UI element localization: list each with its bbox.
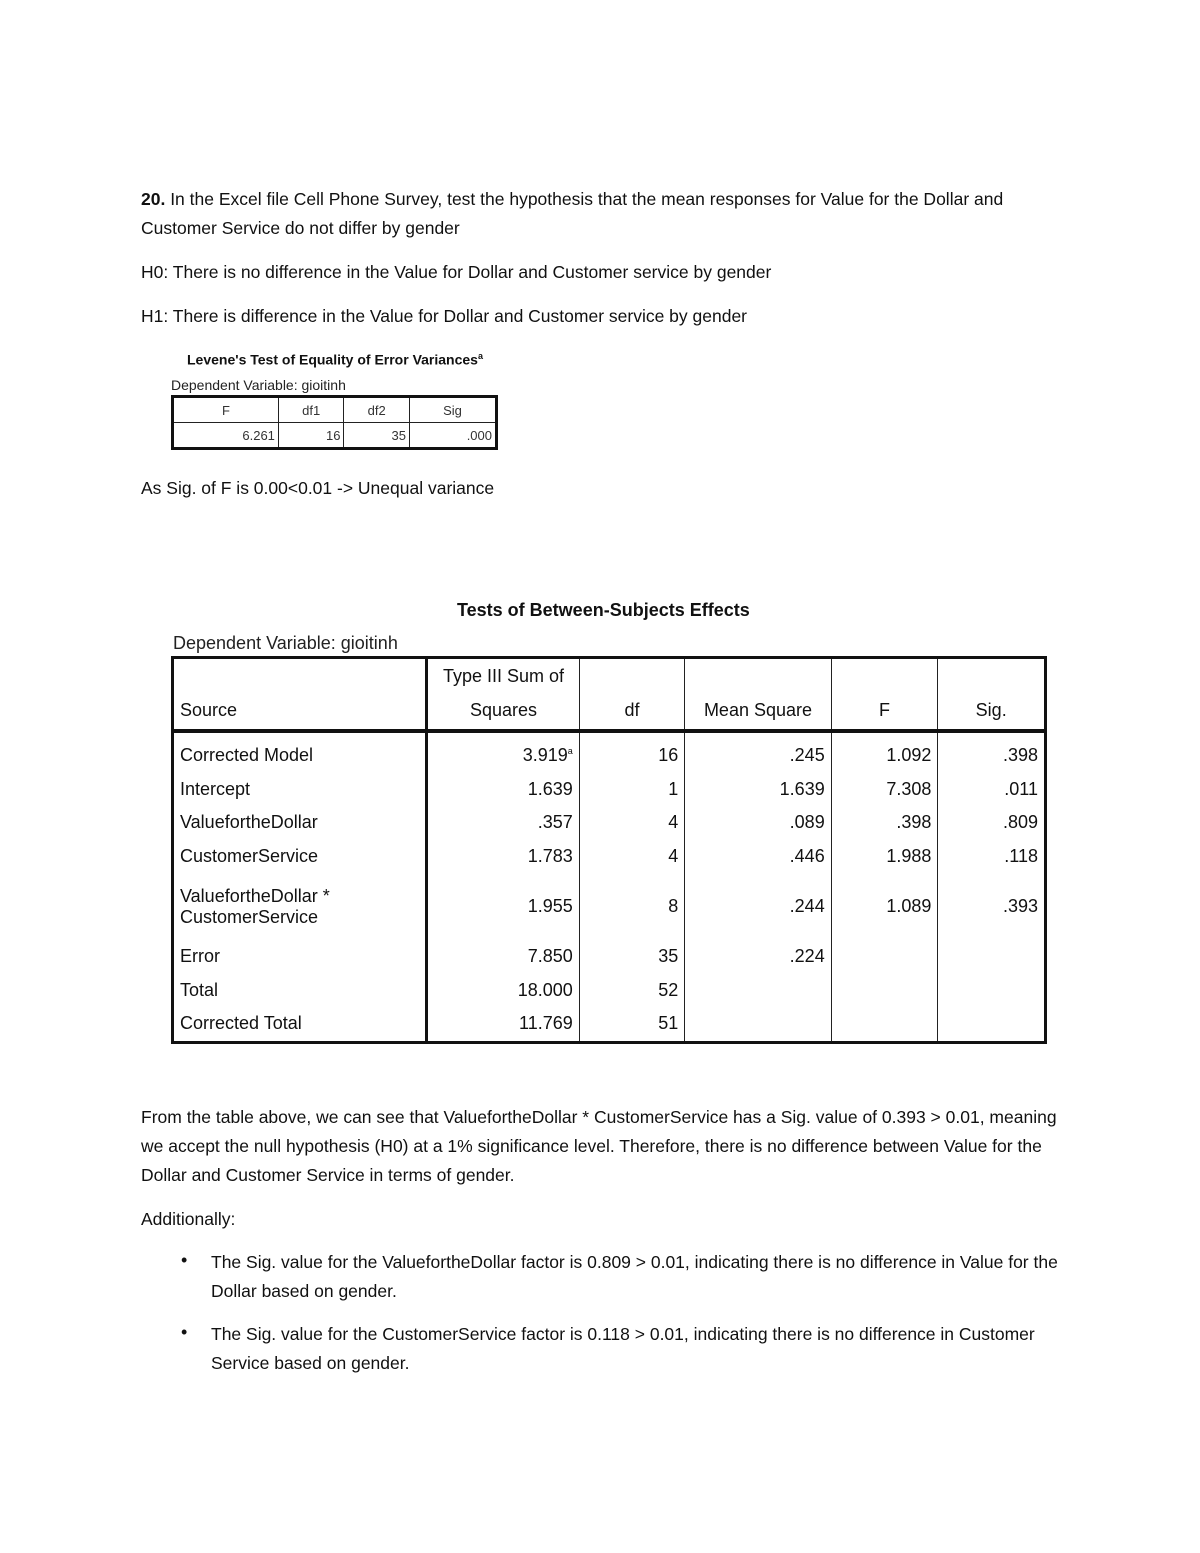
header-sig: Sig.: [938, 658, 1046, 732]
header-ss: Type III Sum of Squares: [427, 658, 579, 732]
levene-value: .000: [409, 423, 496, 449]
cell-sig: [938, 940, 1046, 974]
cell-ms: [685, 974, 831, 1008]
levene-value: 35: [344, 423, 410, 449]
additionally-label: Additionally:: [141, 1209, 236, 1229]
cell-ms: .244: [685, 873, 831, 940]
bullet-item: The Sig. value for the ValuefortheDollar factor is 0.809 > 0.01, indicating there is no difference in Value for the Dollar based on gender.: [211, 1252, 1058, 1301]
cell-f: 1.089: [831, 873, 938, 940]
table-row: [173, 940, 1046, 974]
cell-df: 16: [579, 731, 684, 773]
levene-header: Sig: [409, 397, 496, 423]
cell-source: ValuefortheDollar: [173, 806, 427, 840]
question-text: In the Excel file Cell Phone Survey, test the hypothesis that the mean responses for Value for the Dollar and Customer Service do not differ by gender: [141, 189, 1004, 238]
levene-title: Levene's Test of Equality of Error Variances$^a$: [187, 351, 483, 368]
between-subjects-table: [171, 656, 1047, 1044]
cell-ss: 1.783: [427, 840, 579, 874]
null-hypothesis: H0: There is no difference in the Value for Dollar and Customer service by gender: [141, 262, 772, 282]
question-paragraph: [141, 185, 1061, 243]
table-row: [173, 840, 1046, 874]
table-row: [173, 974, 1046, 1008]
cell-ss: 18.000: [427, 974, 579, 1008]
cell-ss: 11.769: [427, 1007, 579, 1042]
cell-df: 51: [579, 1007, 684, 1042]
cell-df: 4: [579, 840, 684, 874]
header-ms: Mean Square: [685, 658, 831, 732]
cell-source: ValuefortheDollar * CustomerService: [173, 873, 427, 940]
bullet-icon: •: [181, 1250, 188, 1270]
cell-f: 1.092: [831, 731, 938, 773]
cell-source: CustomerService: [173, 840, 427, 874]
cell-ss: 7.850: [427, 940, 579, 974]
cell-sig: [938, 974, 1046, 1008]
cell-sig: .398: [938, 731, 1046, 773]
cell-f: .398: [831, 806, 938, 840]
cell-source: Total: [173, 974, 427, 1008]
levene-header: df1: [278, 397, 344, 423]
table-row: [173, 1007, 1046, 1042]
levene-table: [171, 395, 498, 450]
header-df: df: [579, 658, 684, 732]
cell-source: Corrected Total: [173, 1007, 427, 1042]
table-row: [173, 806, 1046, 840]
cell-ms: [685, 1007, 831, 1042]
cell-ms: .245: [685, 731, 831, 773]
cell-ss: 1.955: [427, 873, 579, 940]
cell-source: Intercept: [173, 773, 427, 807]
cell-f: [831, 940, 938, 974]
cell-source: Corrected Model: [173, 731, 427, 773]
cell-df: 35: [579, 940, 684, 974]
levene-value: 6.261: [173, 423, 279, 449]
cell-df: 8: [579, 873, 684, 940]
cell-ss: 3.919$^a$: [427, 731, 579, 773]
table-row: [173, 423, 497, 449]
cell-sig: .809: [938, 806, 1046, 840]
levene-conclusion: As Sig. of F is 0.00<0.01 -> Unequal variance: [141, 478, 495, 498]
cell-f: [831, 1007, 938, 1042]
cell-df: 1: [579, 773, 684, 807]
levene-header: F: [173, 397, 279, 423]
table-row: [173, 873, 1046, 940]
alt-hypothesis: H1: There is difference in the Value for Dollar and Customer service by gender: [141, 306, 748, 326]
levene-header: df2: [344, 397, 410, 423]
cell-df: 4: [579, 806, 684, 840]
table-row: [173, 773, 1046, 807]
between-title: Tests of Between-Subjects Effects: [457, 600, 750, 620]
cell-sig: [938, 1007, 1046, 1042]
conclusion-paragraph: From the table above, we can see that ValuefortheDollar * CustomerService has a Sig. value of 0.393 > 0.01, meaning we accept the null hypothesis (H0) at a 1% significance level. Therefore, there is no difference between Value for the Dollar and Customer Service in terms of gender.: [141, 1107, 1057, 1185]
cell-ms: .446: [685, 840, 831, 874]
header-f: F: [831, 658, 938, 732]
cell-sig: .011: [938, 773, 1046, 807]
question-number: 20.: [141, 189, 166, 209]
between-dependent-variable: Dependent Variable: gioitinh: [173, 633, 398, 653]
cell-df: 52: [579, 974, 684, 1008]
header-source: Source: [173, 658, 427, 732]
cell-ms: .224: [685, 940, 831, 974]
cell-sig: .118: [938, 840, 1046, 874]
bullet-icon: •: [181, 1322, 188, 1342]
cell-source: Error: [173, 940, 427, 974]
cell-f: 7.308: [831, 773, 938, 807]
cell-ss: .357: [427, 806, 579, 840]
cell-f: [831, 974, 938, 1008]
table-row: [173, 731, 1046, 773]
bullet-item: The Sig. value for the CustomerService factor is 0.118 > 0.01, indicating there is no difference in Customer Service based on gender.: [211, 1324, 1035, 1373]
levene-dependent-variable: Dependent Variable: gioitinh: [171, 377, 346, 393]
cell-sig: .393: [938, 873, 1046, 940]
cell-ms: .089: [685, 806, 831, 840]
cell-ms: 1.639: [685, 773, 831, 807]
cell-f: 1.988: [831, 840, 938, 874]
levene-value: 16: [278, 423, 344, 449]
cell-ss: 1.639: [427, 773, 579, 807]
